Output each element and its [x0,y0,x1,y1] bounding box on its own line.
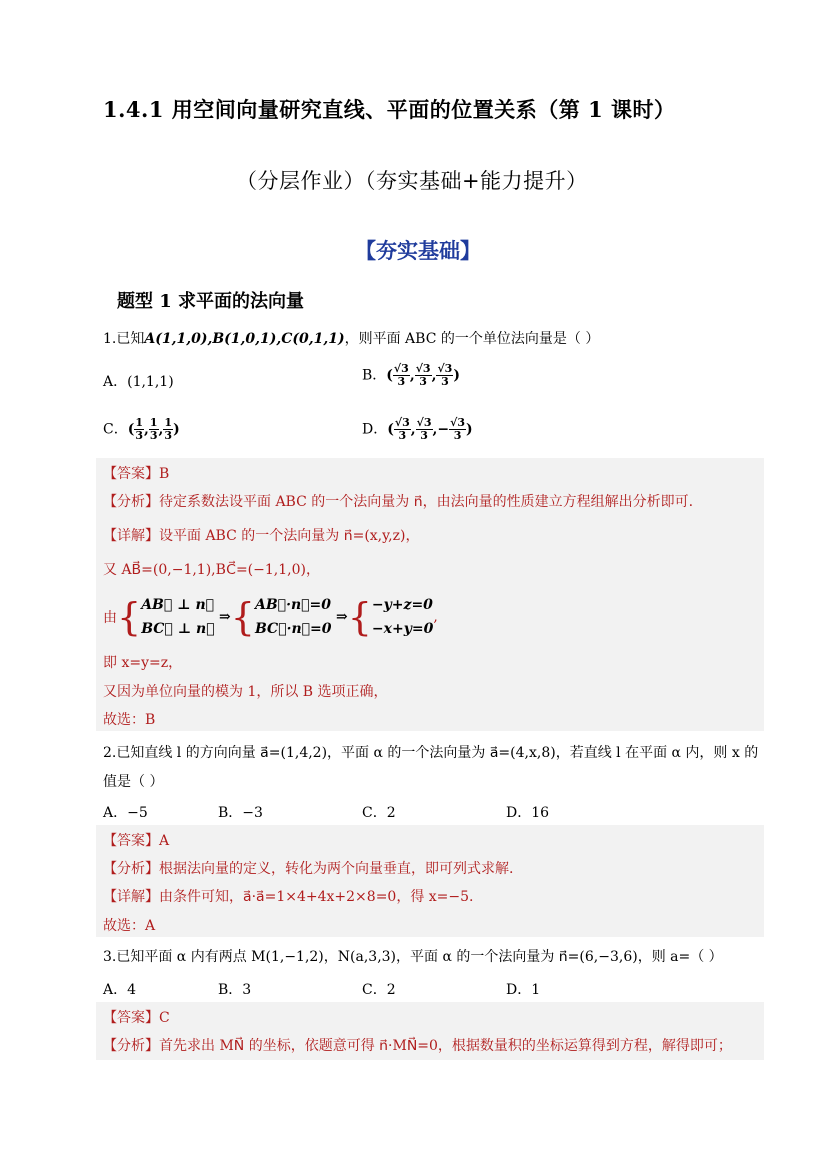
q3-option-b: B．3 [218,982,252,998]
system-2 [255,593,332,641]
q1-option-d-label: D． [362,421,388,438]
frac-den: 3 [397,375,406,388]
q1-choose: 故选：B [103,712,156,728]
q1-stem-pre: 1.已知 [103,331,145,347]
frac-num: √3 [415,362,431,375]
q1-detail-5: 又因为单位向量的模为 1，所以 B 选项正确， [103,684,388,700]
frac-den: 3 [441,375,449,388]
section-heading: 【夯实基础】 [355,238,481,263]
q1-stem-post: ，则平面 ABC 的一个单位法向量是（ ） [344,331,600,347]
frac-num: √3 [450,416,466,429]
page-title: 1.4.1 用空间向量研究直线、平面的位置关系（第 1 课时） [103,97,676,122]
system-3-line-a: −y+z=0 [371,597,433,613]
fraction [416,417,433,442]
frac-num: 1 [135,416,143,429]
q1-option-c [103,417,180,442]
paren-open: ( [386,367,393,384]
frac-den: 3 [398,429,407,442]
question-type-heading: 题型 1 求平面的法向量 [117,291,305,312]
comma: , [431,367,437,384]
system-3 [372,593,433,641]
system-1 [141,593,214,641]
q1-answer: 【答案】B [103,466,170,482]
left-brace: { [117,595,142,639]
q1-option-b [362,363,460,388]
frac-num: √3 [393,362,409,375]
question-2-stem-line-1: 2.已知直线 l 的方向向量 a⃗=(1,4,2)，平面 α 的一个法向量为 a⃗=(4,x,8)，若直线 l 在平面 α 内，则 x 的 [103,745,759,761]
q1-option-a: A．(1,1,1) [103,374,174,390]
fraction [134,417,144,442]
system-3-line-b: −x+y=0 [371,621,434,637]
frac-den: 3 [149,429,158,442]
paren-close: ) [173,421,180,438]
frac-den: 3 [420,429,428,442]
fraction [394,417,411,442]
q3-option-d: D．1 [506,982,541,998]
system-1-line-b: BC⃗ ⊥ n⃗ [141,621,215,637]
q2-choose: 故选：A [103,918,156,934]
q1-detail-4: 即 x=y=z， [103,655,183,671]
paren-close: ) [466,421,473,438]
fraction [163,417,173,442]
comma: , [433,609,438,625]
fraction [436,363,453,388]
frac-den: 3 [164,429,173,442]
comma: , [410,421,416,438]
comma: , [409,367,415,384]
q1-stem-math: A(1,1,0),B(1,0,1),C(0,1,1) [144,331,345,347]
implies-sign: ⇒ [219,609,231,625]
left-brace: { [347,595,372,639]
q2-option-d: D．16 [506,805,550,821]
system-2-line-b: BC⃗·n⃗=0 [254,621,332,637]
frac-den: 3 [135,429,143,442]
paren-open: ( [387,421,394,438]
fraction [415,363,432,388]
fraction [449,417,466,442]
comma: , [158,421,164,438]
q3-answer: 【答案】C [103,1010,170,1026]
q1-option-d [362,417,473,442]
question-2-stem-line-2: 值是（ ） [103,774,164,790]
fraction [393,363,410,388]
q1-option-b-label: B． [362,367,387,384]
question-3-stem: 3.已知平面 α 内有两点 M(1,−1,2)，N(a,3,3)，平面 α 的一个法向量为 n⃗=(6,−3,6)，则 a=（ ） [103,949,723,965]
frac-den: 3 [419,375,427,388]
comma: , [144,421,149,438]
frac-num: √3 [394,416,410,429]
q2-answer-box [96,825,764,937]
q2-option-b: B．−3 [218,805,263,821]
system-1-line-a: AB⃗ ⊥ n⃗ [141,597,215,613]
q2-answer: 【答案】A [103,833,170,849]
paren-open: ( [127,421,135,438]
q1-detail-3-pre: 由 [103,610,117,626]
q1-analysis: 【分析】待定系数法设平面 ABC 的一个法向量为 n⃗，由法向量的性质建立方程组解出分析即可. [103,494,694,510]
frac-num: √3 [416,416,432,429]
frac-num: √3 [437,362,453,375]
question-1-stem [103,328,599,348]
q2-option-c: C．2 [362,805,396,821]
frac-num: 1 [149,416,158,429]
frac-den: 3 [453,429,462,442]
q1-detail-1: 【详解】设平面 ABC 的一个法向量为 n⃗=(x,y,z)， [103,528,420,544]
q2-detail: 【详解】由条件可知，a⃗·a⃗=1×4+4x+2×8=0，得 x=−5. [103,889,474,905]
q3-option-a: A．4 [103,982,137,998]
q3-option-c: C．2 [362,982,396,998]
q1-option-c-label: C． [103,421,128,438]
minus-sign: − [437,421,450,438]
left-brace: { [230,595,255,639]
page-subtitle: （分层作业）（夯实基础+能力提升） [236,169,588,193]
q2-option-a: A．−5 [103,805,148,821]
q2-analysis: 【分析】根据法向量的定义，转化为两个向量垂直，即可列式求解. [103,861,514,877]
system-2-line-a: AB⃗·n⃗=0 [254,597,331,613]
q3-analysis: 【分析】首先求出 MN⃗ 的坐标，依题意可得 n⃗·MN⃗=0，根据数量积的坐标运算得到方程，解得即可； [103,1038,732,1054]
q1-detail-3 [103,593,438,641]
q1-detail-2: 又 AB⃗=(0,−1,1),BC⃗=(−1,1,0)， [103,562,320,578]
paren-close: ) [453,367,460,384]
frac-num: 1 [164,416,173,429]
fraction [149,417,159,442]
comma: , [432,421,438,438]
implies-sign: ⇒ [335,609,348,625]
